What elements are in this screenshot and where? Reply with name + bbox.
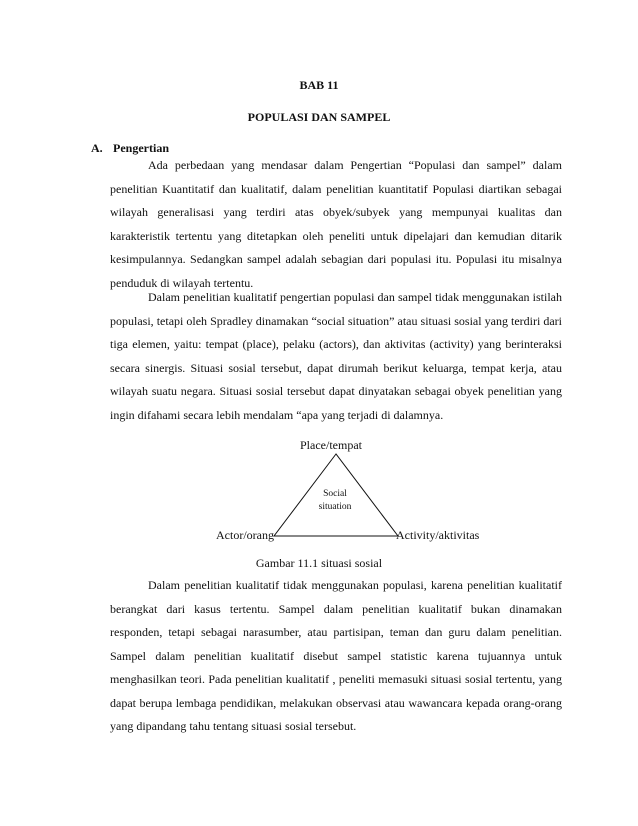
section-letter: A. <box>91 141 103 155</box>
paragraph-3: Dalam penelitian kualitatif tidak menggunakan populasi, karena penelitian kualitatif berangkat dari kasus tertentu. Sampel dalam penelitian kualitatif bukan dinamakan responden, tetapi sebagai narasumber, atau partisipan, teman dan guru dalam penelitian. Sampel dalam penelitian kualitatif disebut sampel statistic karena tujuannya untuk menghasilkan teori. Pada penelitian kualitatif , peneliti memasuki situasi sosial tertentu, yang dapat berupa lembaga pendidikan, melakukan observasi atau wawancara kepada orang-orang yang dipandang tahu tentang situasi sosial tersebut. <box>110 578 562 733</box>
actor-label: Actor/orang <box>216 528 274 542</box>
figure-caption: Gambar 11.1 situasi sosial <box>255 556 383 570</box>
social-situation-label <box>300 488 370 514</box>
activity-label: Activity/aktivitas <box>396 528 480 542</box>
social-situation-line-2: situation <box>318 502 352 512</box>
paragraph-2: Dalam penelitian kualitatif pengertian populasi dan sampel tidak menggunakan istilah populasi, tetapi oleh Spradley dinamakan “social situation” atau situasi sosial yang terdiri dari tiga elemen, yaitu: tempat (place), pelaku (actors), dan aktivitas (activity) yang berinteraksi secara sinergis. Situasi sosial tersebut, dapat dirumah berikut keluarga, tempat kerja, atau wilayah suatu negara. Situasi sosial tersebut dapat dinyatakan sebagai obyek penelitian yang ingin difahami secara lebih mendalam “apa yang terjadi di dalamnya. <box>110 290 562 422</box>
chapter-number: BAB 11 <box>299 78 339 92</box>
social-situation-line-1: Social <box>323 489 347 499</box>
paragraph-1: Ada perbedaan yang mendasar dalam Pengertian “Populasi dan sampel” dalam penelitian Kuantitatif dan kualitatif, dalam penelitian kuantitatif Populasi diartikan sebagai wilayah generalisasi yang terdiri atas obyek/subyek yang mempunyai kualitas dan karakteristik tertentu yang ditetapkan oleh peneliti untuk dipelajari dan kemudian ditarik kesimpulannya. Sedangkan sampel adalah sebagian dari populasi itu. Populasi itu misalnya penduduk di wilayah tertentu. <box>110 158 562 290</box>
social-situation-diagram <box>0 430 638 550</box>
section-heading-text: Pengertian <box>113 141 169 155</box>
chapter-title: POPULASI DAN SAMPEL <box>247 110 391 124</box>
place-label: Place/tempat <box>300 438 362 452</box>
